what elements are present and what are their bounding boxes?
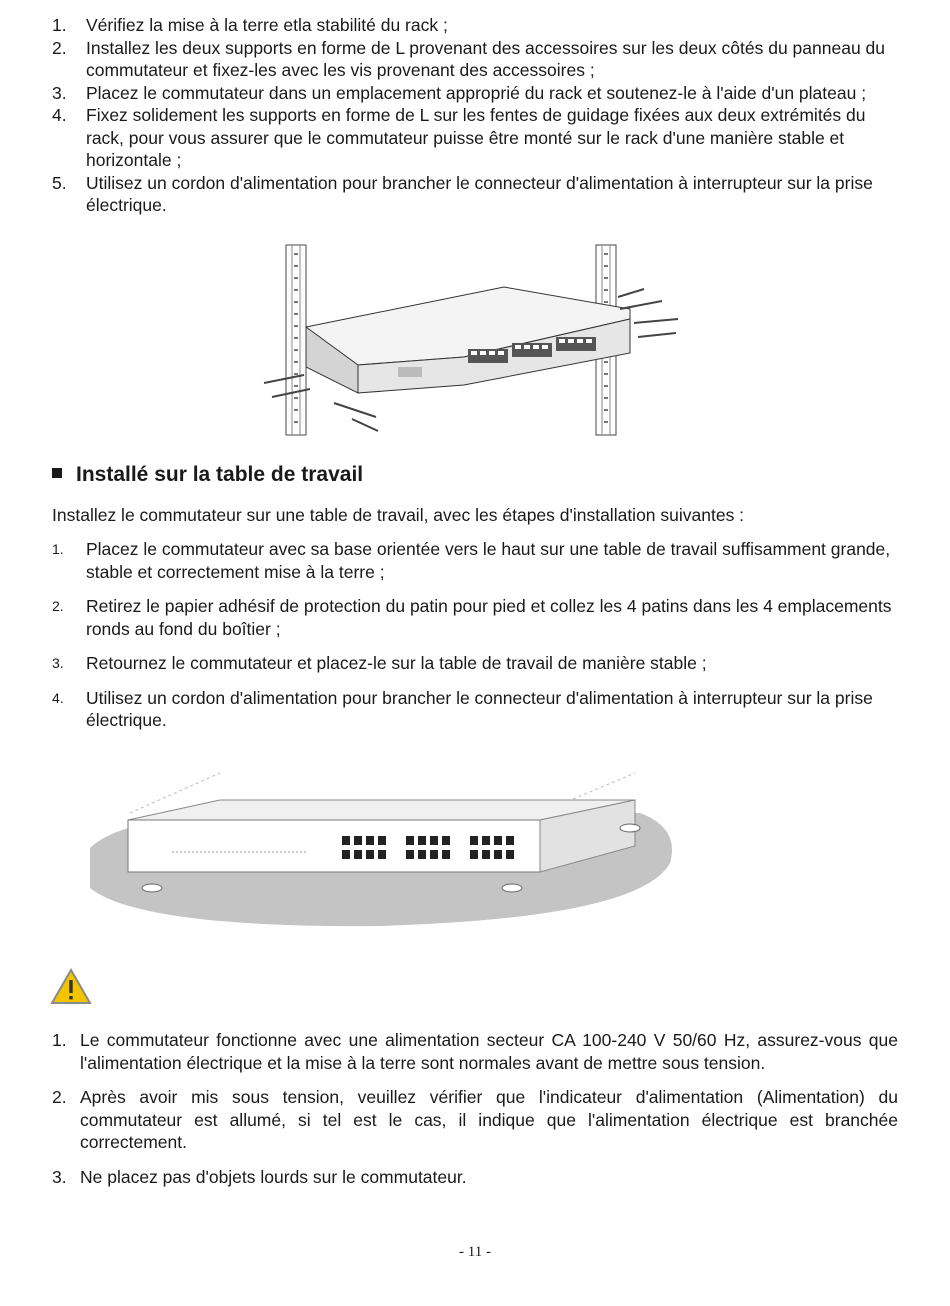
warning-notes — [52, 1029, 898, 1200]
list-text: Utilisez un cordon d'alimentation pour brancher le connecteur d'alimentation à interrupteur sur la prise électrique. — [86, 687, 873, 730]
list-text: Retirez le papier adhésif de protection du patin pour pied et collez les 4 patins dans les 4 emplacements ronds au fond du boîtier ; — [86, 596, 892, 639]
table-mount-illustration — [80, 768, 690, 933]
table-installation-steps — [52, 538, 902, 744]
list-item — [52, 104, 902, 172]
list-item — [52, 1166, 898, 1189]
list-item — [52, 1086, 898, 1154]
list-text: Le commutateur fonctionne avec une alimentation secteur CA 100-240 V 50/60 Hz, assurez-vous que l'alimentation électrique et la mise à la terre sont normales avant de mettre sous tension. — [80, 1030, 898, 1073]
list-number: 3. — [52, 1166, 67, 1187]
list-text: Utilisez un cordon d'alimentation pour brancher le connecteur d'alimentation à interrupteur sur la prise électrique. — [86, 172, 873, 215]
section-heading — [52, 462, 363, 488]
list-text: Vérifiez la mise à la terre etla stabilité du rack ; — [86, 15, 448, 35]
list-item — [52, 172, 902, 217]
list-number: 1. — [52, 541, 64, 557]
warning-triangle-icon — [50, 968, 92, 1006]
list-text: Retournez le commutateur et placez-le sur la table de travail de manière stable ; — [86, 653, 707, 673]
list-number: 2. — [52, 598, 64, 614]
list-number: 4. — [52, 689, 64, 706]
list-number: 2. — [52, 37, 67, 58]
list-text: Installez les deux supports en forme de L provenant des accessoires sur les deux côtés du panneau du commutateur et fixez-les avec les vis provenant des accessoires ; — [86, 37, 886, 80]
list-item — [52, 82, 902, 105]
list-item — [52, 595, 902, 640]
section-title: Installé sur la table de travail — [76, 463, 364, 486]
list-number: 1. — [52, 1030, 67, 1050]
list-number: 1. — [52, 15, 67, 35]
list-number: 4. — [52, 105, 67, 125]
rack-mount-illustration — [258, 243, 688, 438]
square-bullet-icon — [52, 468, 62, 478]
list-item — [52, 652, 902, 675]
list-item — [52, 538, 902, 583]
list-text: Placez le commutateur dans un emplacement approprié du rack et soutenez-le à l'aide d'un plateau ; — [86, 82, 867, 103]
list-text: Placez le commutateur avec sa base orientée vers le haut sur une table de travail suffisamment grande, stable et correctement mise à la terre ; — [86, 539, 891, 582]
list-number: 3. — [52, 82, 67, 103]
list-text: Fixez solidement les supports en forme de L sur les fentes de guidage fixées aux deux extrémités du rack, pour vous assurer que le commutateur puisse être monté sur le rack d'une manière stable et horizontale ; — [86, 105, 866, 170]
page-number: - 11 - — [459, 1244, 491, 1260]
list-item — [52, 1029, 898, 1074]
list-number: 5. — [52, 172, 67, 193]
list-item — [52, 37, 902, 82]
list-text: Après avoir mis sous tension, veuillez vérifier que l'indicateur d'alimentation (Alimentation) du commutateur est allumé, si tel est le cas, il indique que l'alimentation électrique est branchée correctement. — [80, 1087, 898, 1152]
list-text: Ne placez pas d'objets lourds sur le commutateur. — [80, 1166, 467, 1187]
list-number: 2. — [52, 1087, 67, 1107]
list-item — [52, 687, 902, 732]
section-intro: Installez le commutateur sur une table de travail, avec les étapes d'installation suivantes : — [52, 505, 745, 525]
rack-installation-steps — [52, 14, 902, 217]
list-item — [52, 14, 902, 37]
list-number: 3. — [52, 655, 64, 671]
